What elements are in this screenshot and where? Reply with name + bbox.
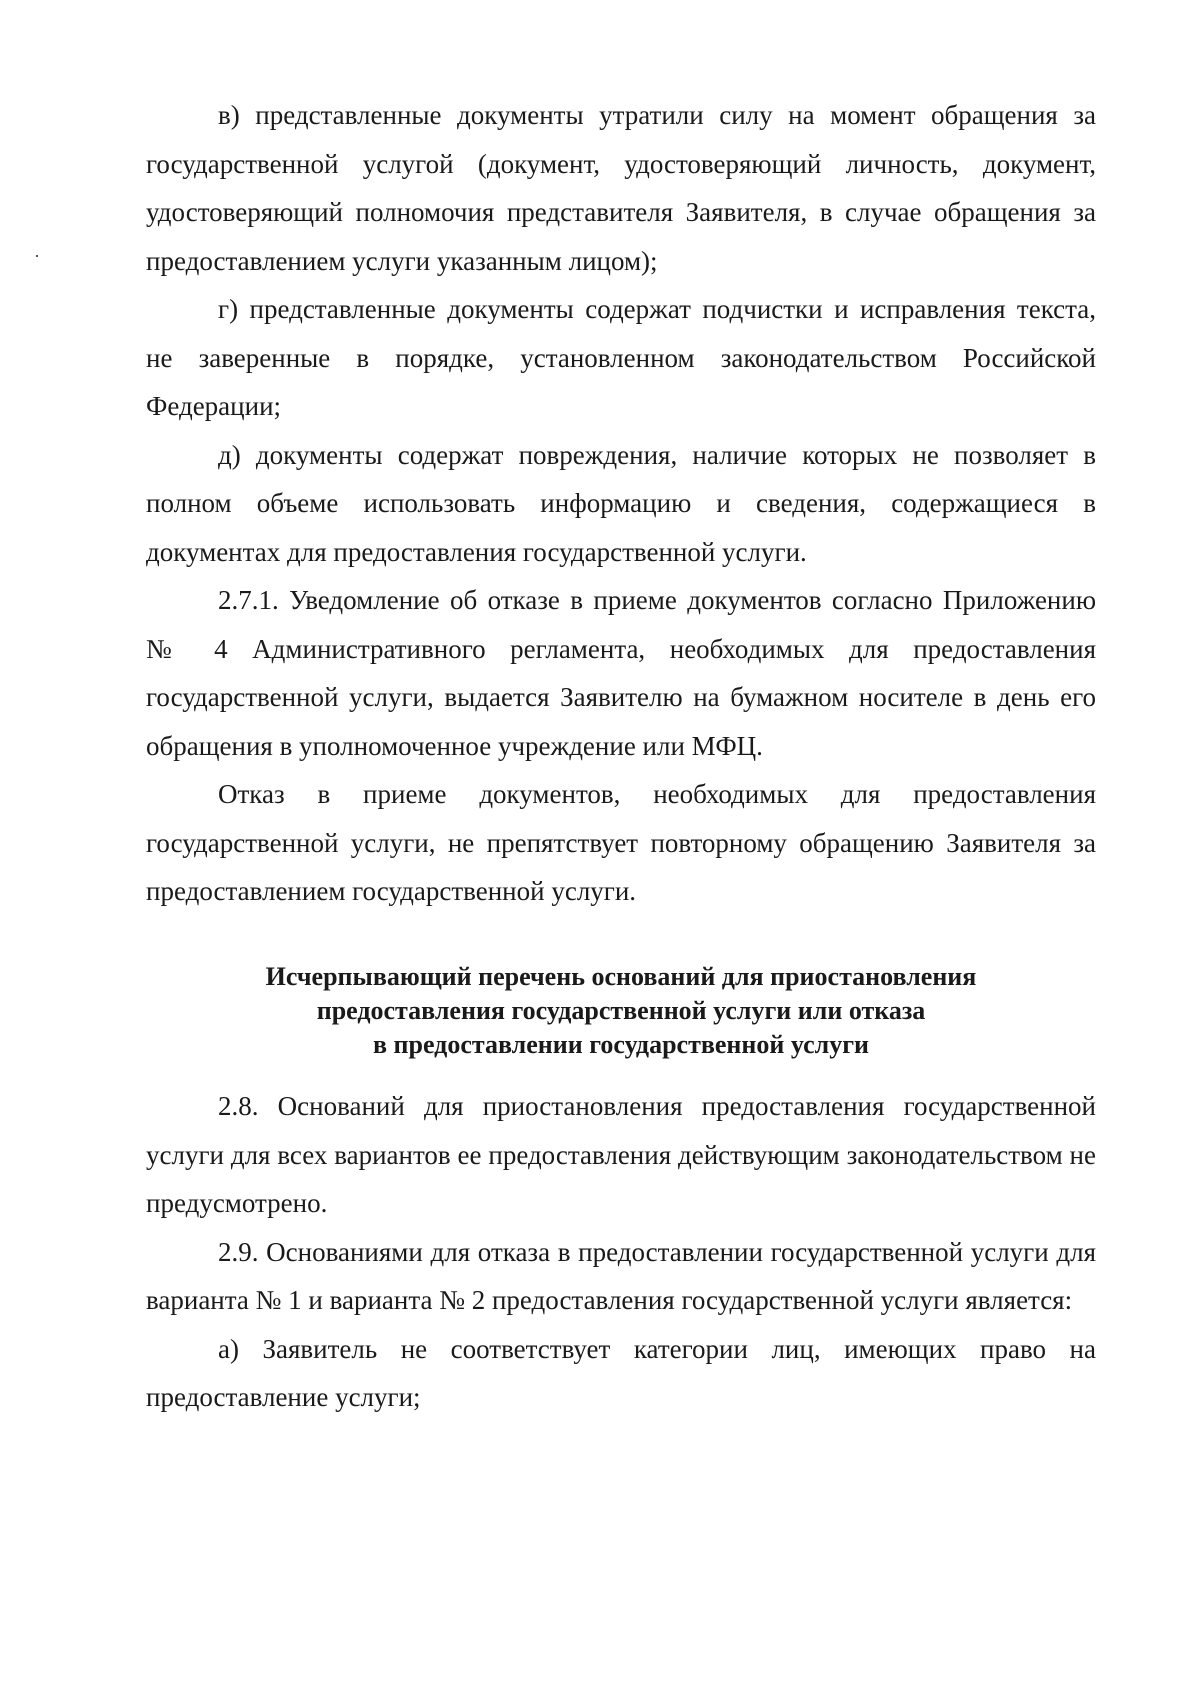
body-text-bottom: [146, 1082, 1096, 1422]
paragraph-2-7-1: 2.7.1. Уведомление об отказе в приеме документов согласно Приложению № 4 Административного регламента, необходимых для предоставления государственной услуги, выдается Заявителю на бумажном носителе в день его обращения в уполномоченное учреждение или МФЦ.: [146, 585, 1096, 761]
section-heading-line: предоставления государственной услуги или отказа: [316, 996, 926, 1025]
paragraph-2-8: 2.8. Оснований для приостановления предоставления государственной услуги для всех вариантов ее предоставления действующим законодательством не предусмотрено.: [146, 1091, 1096, 1218]
paragraph-g: г) представленные документы содержат подчистки и исправления текста, не заверенные в порядке, установленном законодательством Российской Федерации;: [146, 294, 1096, 421]
paragraph-d: д) документы содержат повреждения, наличие которых не позволяет в полном объеме использовать информацию и сведения, содержащиеся в документах для предоставления государственной услуги.: [146, 439, 1096, 567]
section-heading-line: в предоставлении государственной услуги: [372, 1030, 869, 1059]
body-text-top: [146, 91, 1096, 916]
section-heading-line: Исчерпывающий перечень оснований для приостановления: [265, 962, 977, 991]
paragraph-v: в) представленные документы утратили силу на момент обращения за государственной услугой (документ, удостоверяющий личность, документ, удостоверяющий полномочия представителя Заявителя, в случае обращения за предоставлением услуги указанным лицом);: [146, 100, 1096, 276]
paragraph-a: а) Заявитель не соответствует категории лиц, имеющих право на предоставление услуги;: [146, 1333, 1096, 1412]
paragraph-2-9: 2.9. Основаниями для отказа в предоставлении государственной услуги для варианта № 1 и варианта № 2 предоставления государственной услуги является:: [146, 1236, 1096, 1315]
paragraph-refusal-note: Отказ в приеме документов, необходимых для предоставления государственной услуги, не препятствует повторному обращению Заявителя за предоставлением государственной услуги.: [146, 779, 1096, 906]
section-heading: [146, 960, 1096, 1062]
scan-speck: [36, 255, 38, 257]
